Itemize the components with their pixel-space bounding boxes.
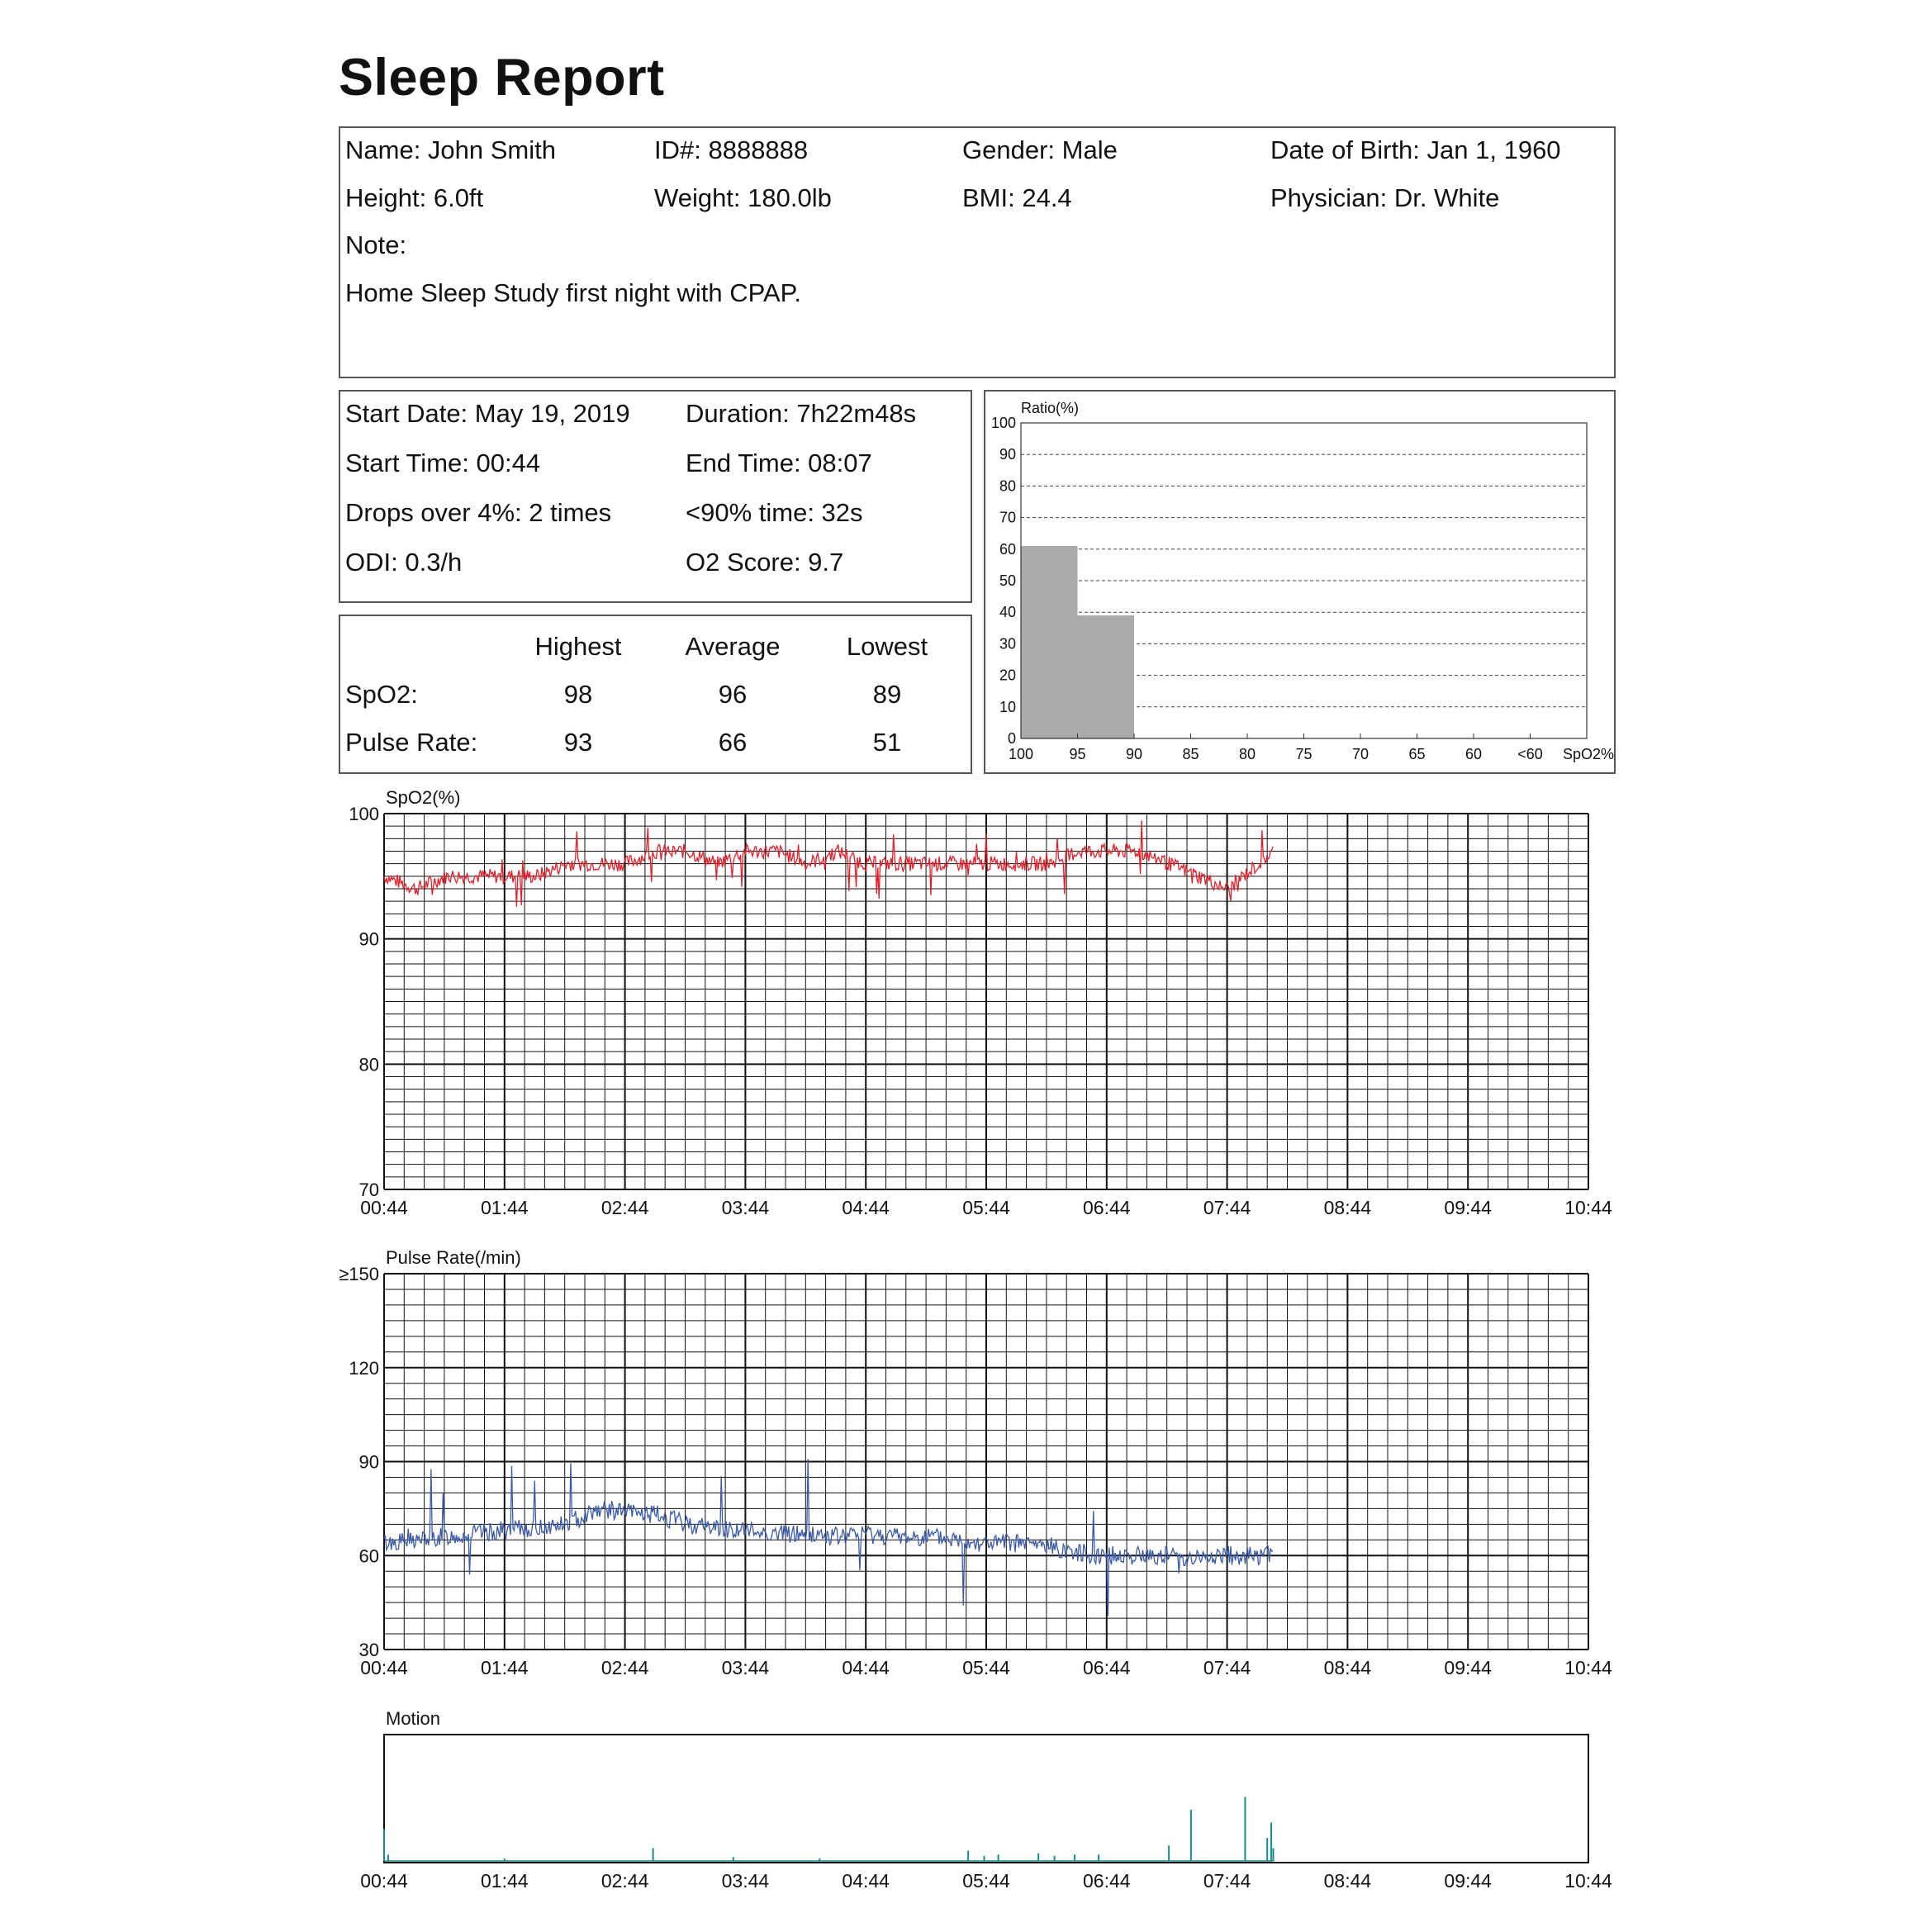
start-date: Start Date: May 19, 2019	[345, 399, 630, 428]
histogram-ytick-label: 60	[999, 540, 1016, 558]
histogram-ytick-label: 70	[999, 509, 1016, 526]
histogram-bar	[1021, 546, 1078, 738]
histogram-xtick-label: 100	[1008, 746, 1034, 762]
spo2-average: 96	[718, 680, 748, 709]
histogram-ytick-label: 40	[999, 604, 1016, 621]
histogram-ytick-label: 20	[999, 667, 1016, 684]
histogram-xtick-label: 95	[1069, 746, 1086, 762]
pulse-xtick-label: 07:44	[1203, 1657, 1251, 1678]
pulse-xtick-label: 10:44	[1564, 1657, 1612, 1678]
motion-xtick-label: 07:44	[1203, 1870, 1251, 1892]
motion-yaxis-title: Motion	[386, 1710, 441, 1729]
spo2-yaxis-title: SpO2(%)	[386, 789, 461, 808]
spo2-ytick-label: 80	[358, 1054, 379, 1075]
histogram-yaxis-title: Ratio(%)	[1021, 400, 1080, 416]
odi: ODI: 0.3/h	[345, 548, 463, 577]
histogram-xtick-label: 75	[1295, 746, 1313, 762]
histogram-xtick-label: 85	[1182, 746, 1199, 762]
histogram-ytick-label: 50	[999, 572, 1016, 589]
pulse-xtick-label: 00:44	[360, 1657, 408, 1678]
spo2-xtick-label: 01:44	[481, 1197, 529, 1218]
spo2-xtick-label: 09:44	[1444, 1197, 1492, 1218]
pulse-xtick-label: 08:44	[1323, 1657, 1372, 1678]
pulse-xtick-label: 01:44	[481, 1657, 529, 1678]
motion-plot-frame	[384, 1735, 1588, 1863]
spo2-xtick-label: 03:44	[721, 1197, 770, 1218]
spo2-trend-chart	[326, 789, 1631, 1231]
spo2-ytick-label: 90	[358, 928, 379, 950]
pulse-row-label: Pulse Rate:	[345, 728, 478, 757]
spo2-lowest: 89	[872, 680, 902, 709]
motion-chart	[326, 1710, 1631, 1904]
motion-xtick-label: 01:44	[481, 1870, 529, 1892]
stats-header-highest: Highest	[534, 632, 622, 661]
spo2-xtick-label: 02:44	[600, 1197, 649, 1218]
pulse-average: 66	[718, 728, 748, 757]
spo2-xtick-label: 05:44	[962, 1197, 1010, 1218]
motion-xtick-label: 06:44	[1083, 1870, 1131, 1892]
spo2-xtick-label: 00:44	[360, 1197, 408, 1218]
pulse-xtick-label: 06:44	[1083, 1657, 1131, 1678]
motion-xtick-label: 09:44	[1444, 1870, 1492, 1892]
patient-weight: Weight: 180.0lb	[654, 183, 832, 212]
pulse-ytick-label: 60	[358, 1545, 379, 1567]
spo2-xtick-label: 07:44	[1203, 1197, 1251, 1218]
patient-bmi: BMI: 24.4	[962, 183, 1072, 212]
histogram-xaxis-title: SpO2%	[1562, 746, 1615, 762]
patient-gender: Gender: Male	[962, 135, 1118, 164]
spo2-highest: 98	[563, 680, 593, 709]
pulse-ytick-label: 30	[358, 1640, 379, 1660]
pulse-ytick-label: ≥150	[339, 1264, 379, 1284]
motion-xtick-label: 05:44	[962, 1870, 1010, 1892]
motion-xtick-label: 04:44	[842, 1870, 890, 1892]
start-time: Start Time: 00:44	[345, 449, 541, 477]
histogram-xtick-label: 90	[1125, 746, 1143, 762]
report-title: Sleep Report	[339, 49, 665, 107]
pulse-xtick-label: 09:44	[1444, 1657, 1492, 1678]
motion-xtick-label: 08:44	[1323, 1870, 1372, 1892]
stats-header-average: Average	[685, 632, 781, 661]
pulse-xtick-label: 02:44	[600, 1657, 649, 1678]
histogram-ytick-label: 80	[999, 477, 1016, 495]
motion-xtick-label: 03:44	[721, 1870, 770, 1892]
o2-score: O2 Score: 9.7	[686, 548, 844, 577]
pulse-lowest: 51	[872, 728, 902, 757]
drops-over-4: Drops over 4%: 2 times	[345, 498, 612, 527]
patient-dob: Date of Birth: Jan 1, 1960	[1270, 135, 1561, 164]
spo2-ytick-label: 100	[349, 804, 379, 824]
pulse-ytick-label: 120	[349, 1357, 379, 1379]
histogram-xtick-label: <60	[1517, 746, 1543, 762]
end-time: End Time: 08:07	[686, 449, 872, 477]
note-label: Note:	[345, 230, 407, 259]
pulse-trend-chart	[326, 1249, 1631, 1691]
spo2-xtick-label: 08:44	[1323, 1197, 1372, 1218]
pulse-series-line	[384, 1459, 1273, 1616]
spo2-xtick-label: 04:44	[842, 1197, 890, 1218]
spo2-xtick-label: 06:44	[1083, 1197, 1131, 1218]
histogram-ytick-label: 10	[999, 698, 1016, 715]
histogram-ytick-label: 100	[990, 415, 1016, 431]
pulse-highest: 93	[563, 728, 593, 757]
histogram-ytick-label: 0	[1007, 730, 1016, 747]
spo2-ytick-label: 70	[358, 1180, 379, 1200]
pulse-xtick-label: 05:44	[962, 1657, 1010, 1678]
motion-xtick-label: 10:44	[1564, 1870, 1612, 1892]
stats-header-lowest: Lowest	[846, 632, 928, 661]
histogram-xtick-label: 65	[1408, 746, 1426, 762]
spo2-row-label: SpO2:	[345, 680, 418, 709]
below-90-time: <90% time: 32s	[686, 498, 863, 527]
histogram-ytick-label: 90	[999, 446, 1016, 463]
pulse-xtick-label: 03:44	[721, 1657, 770, 1678]
histogram-bar	[1078, 615, 1135, 738]
spo2-histogram-chart	[984, 390, 1616, 774]
duration: Duration: 7h22m48s	[686, 399, 917, 428]
motion-xtick-label: 00:44	[360, 1870, 408, 1892]
motion-xtick-label: 02:44	[600, 1870, 649, 1892]
histogram-xtick-label: 60	[1464, 746, 1483, 762]
histogram-xtick-label: 80	[1238, 746, 1256, 762]
histogram-xtick-label: 70	[1351, 746, 1369, 762]
patient-height: Height: 6.0ft	[345, 183, 484, 212]
patient-id: ID#: 8888888	[654, 135, 809, 164]
patient-physician: Physician: Dr. White	[1270, 183, 1500, 212]
pulse-xtick-label: 04:44	[842, 1657, 890, 1678]
patient-name: Name: John Smith	[345, 135, 556, 164]
spo2-xtick-label: 10:44	[1564, 1197, 1612, 1218]
histogram-ytick-label: 30	[999, 635, 1016, 653]
pulse-yaxis-title: Pulse Rate(/min)	[386, 1249, 521, 1268]
pulse-ytick-label: 90	[358, 1451, 379, 1473]
note-text: Home Sleep Study first night with CPAP.	[345, 278, 801, 307]
